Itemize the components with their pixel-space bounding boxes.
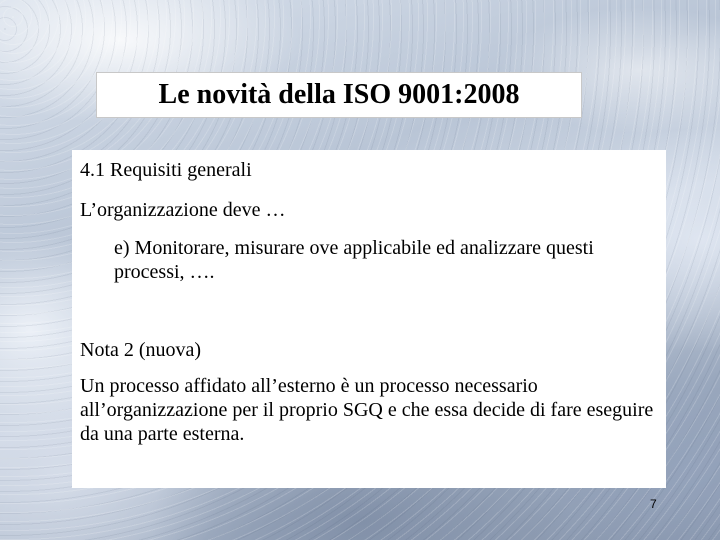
content-box	[72, 150, 666, 488]
note-heading: Nota 2 (nuova)	[80, 339, 202, 361]
note-body: Un processo affidato all’esterno è un processo necessario all’organizzazione per il proprio SGQ e che essa decide di fare eseguire da una parte esterna.	[80, 375, 654, 445]
page-number: 7	[650, 497, 657, 511]
list-item-e: e) Monitorare, misurare ove applicabile ed analizzare questi processi, ….	[114, 237, 594, 283]
section-heading: 4.1 Requisiti generali	[80, 159, 252, 181]
intro-text: L’organizzazione deve …	[80, 199, 286, 221]
slide-title: Le novità della ISO 9001:2008	[158, 79, 520, 110]
title-box	[96, 72, 582, 118]
